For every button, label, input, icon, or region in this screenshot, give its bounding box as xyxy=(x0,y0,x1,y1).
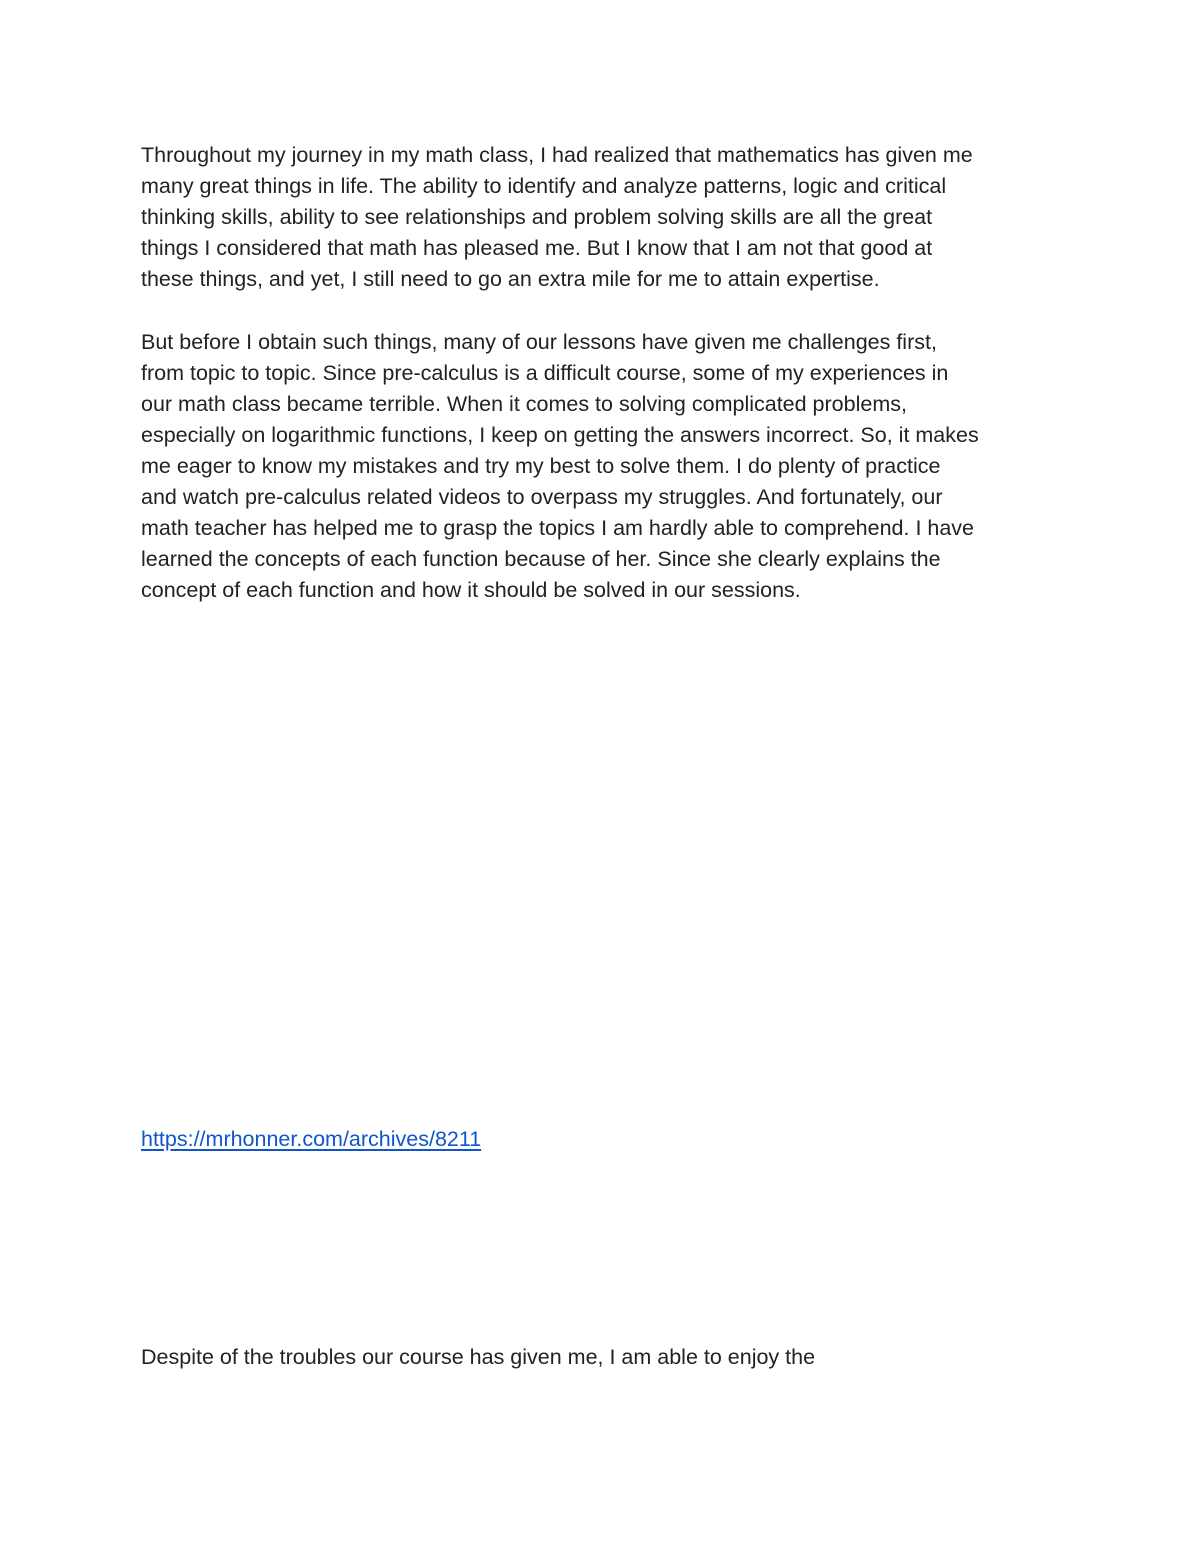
body-paragraph-1: Throughout my journey in my math class, I had realized that mathematics has given me many great things in life. The ability to identify and analyze patterns, logic and critical thinking skills, ability to see relationships and problem solving skills are all the great things I considered that math has pleased me. But I know that I am not that good at these things, and yet, I still need to go an extra mile for me to attain expertise. xyxy=(141,143,973,291)
body-paragraph-2: But before I obtain such things, many of our lessons have given me challenges first, from topic to topic. Since pre-calculus is a difficult course, some of my experiences in our math class became terrible. When it comes to solving complicated problems, especially on logarithmic functions, I keep on getting the answers incorrect. So, it makes me eager to know my mistakes and try my best to solve them. I do plenty of practice and watch pre-calculus related videos to overpass my struggles. And fortunately, our math teacher has helped me to grasp the topics I am hardly able to comprehend. I have learned the concepts of each function because of her. Since she clearly explains the concept of each function and how it should be solved in our sessions. xyxy=(141,330,979,602)
body-paragraph-3: Despite of the troubles our course has given me, I am able to enjoy the xyxy=(141,1345,816,1369)
reference-link[interactable]: https://mrhonner.com/archives/8211 xyxy=(141,1127,482,1151)
